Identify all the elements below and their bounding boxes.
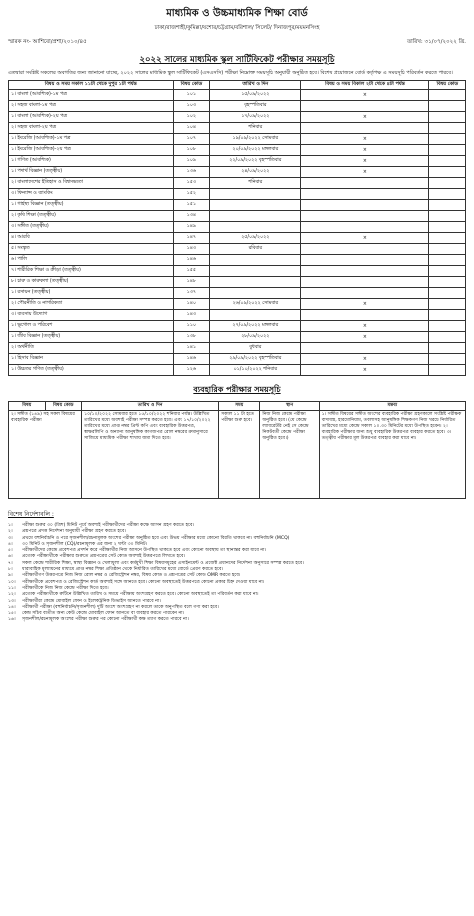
row-afternoon-code — [429, 123, 466, 134]
row-subject: ১। ভূগোল ও পরিবেশ — [9, 321, 174, 332]
note-text: সৃজনশীল/রচনামূলক অংশের পরীক্ষা শুরুর পর কোনো পরীক্ষার্থী কক্ষ ত্যাগ করতে পারবে না। — [22, 617, 189, 623]
note-number: ১০। — [8, 579, 16, 585]
row-afternoon-code — [429, 233, 466, 244]
table-row — [9, 365, 466, 376]
row-date: রবিবার — [210, 244, 301, 255]
row-afternoon-subject — [301, 277, 429, 288]
row-subject: ৬। পালি — [9, 255, 174, 266]
row-afternoon-code — [429, 200, 466, 211]
row-afternoon-code — [429, 145, 466, 156]
row-afternoon-subject — [301, 222, 429, 233]
row-subject: ১। উচ্চতর গণিত (তত্ত্বীয়) — [9, 365, 174, 376]
row-code: ১০৮ — [173, 145, 210, 156]
row-subject: ৩। সঙ্গীত (তত্ত্বীয়) — [9, 222, 174, 233]
note-number: ৫। — [8, 548, 13, 554]
row-afternoon-code — [429, 354, 466, 365]
notes-list — [8, 523, 466, 624]
note-number: ১৬। — [8, 617, 16, 623]
prac-remarks: ১। সঙ্গীত বিষয়ের সঙ্গীত অংশের ব্যবহারিক পরীক্ষা গ্রহণকালে সংশ্লিষ্ট পরীক্ষক বাদ্যযন্ত্র, হারমোনিয়াম, তবলাসহ আনুষঙ্গিক শিক্ষকগণ নিজ খরচে নির্ধারিত তারিখের মধ্যে কেন্দ্রে সকাল ১০.৩০ মিনিটের মধ্যে উপস্থিত হবেন। ২। ব্যবহারিক পরীক্ষার জন্য শুধু ব্যবহারিক উত্তরপত্র ব্যবহার করতে হবে। ৩। তত্ত্বীয় পরীক্ষার মূল উত্তরপত্র ব্যবহার করা যাবে না। — [319, 411, 465, 499]
row-afternoon-code — [429, 189, 466, 200]
note-number: ৪। — [8, 541, 13, 547]
row-afternoon-code — [429, 299, 466, 310]
row-afternoon-subject — [301, 255, 429, 266]
note-text: পরীক্ষার্থীকে নিজ নিজ কেন্দ্রে পরীক্ষা দিতে হবে। — [22, 585, 109, 591]
table-row — [9, 266, 466, 277]
row-code: ১৫২ — [173, 189, 210, 200]
row-afternoon-code — [429, 167, 466, 178]
row-afternoon-subject — [301, 343, 429, 354]
row-date: শনিবার — [210, 123, 301, 134]
row-afternoon-subject — [301, 310, 429, 321]
row-subject: ৮। চারু ও কারুকলা (তত্ত্বীয়) — [9, 277, 174, 288]
row-subject: ৩। ব্যবসায় উদ্যোগ — [9, 310, 174, 321]
row-date — [210, 211, 301, 222]
row-afternoon-subject — [301, 266, 429, 277]
row-code: ১৫৫ — [173, 266, 210, 277]
row-date: ২৯/০৯/২০২২ বৃহস্পতিবার — [210, 354, 301, 365]
row-afternoon-subject — [301, 288, 429, 299]
row-subject: ৫। সংস্কৃত — [9, 244, 174, 255]
row-subject: ৭। শারীরিক শিক্ষা ও ক্রীড়া (তত্ত্বীয়) — [9, 266, 174, 277]
note-number: ১৫। — [8, 611, 16, 617]
row-code: ১০২ — [173, 112, 210, 123]
note-text: প্রত্যেক পরীক্ষার্থীকে রুটিনে উল্লিখিত তারিখ ও সময়ে পরীক্ষায় অংশগ্রহণ করতে হবে। কোনো অবস্থাতেই তা পরিবর্তন করা যাবে না। — [22, 592, 259, 598]
note-number: ৩। — [8, 535, 13, 541]
row-date: ২৮/০৯/২০২২ — [210, 332, 301, 343]
row-afternoon-code — [429, 222, 466, 233]
row-date — [210, 288, 301, 299]
row-code: ১৪৮ — [173, 277, 210, 288]
col-subject: বিষয় ও সময় সকাল ১১টা থেকে দুপুর ১টা পর্যন্ত — [9, 81, 174, 90]
row-afternoon-subject: × — [301, 134, 429, 145]
row-afternoon-subject — [301, 244, 429, 255]
note-text: প্রথমে বহুনির্বাচনি ও পরে সৃজনশীল/রচনামূলক অংশের পরীক্ষা অনুষ্ঠিত হবে এবং উভয় পরীক্ষার মধ্যে কোনো বিরতি থাকবে না। বহুনির্বাচনি (MCQ) — [22, 535, 290, 541]
table-row — [9, 189, 466, 200]
row-date: ১৭/০৯/২০২২ — [210, 112, 301, 123]
notes-title: বিশেষ নির্দেশাবলি : — [8, 511, 54, 518]
row-date: ২৭/০৯/২০২২ মঙ্গলবার — [210, 321, 301, 332]
table-row — [9, 354, 466, 365]
col-subject-afternoon: বিষয় ও সময় বিকাল ২টা থেকে ৪টা পর্যন্ত — [301, 81, 429, 90]
note-text: পরীক্ষার্থী পরীক্ষা (বহুনির্বাচনি/সৃজনশীল) দুটি অংশে অংশগ্রহণ না করলে তাকে অনুপস্থিত বলে গণ্য করা হবে। — [22, 604, 219, 610]
row-subject: ৩। ফিন্যান্স ও ব্যাংকিং — [9, 189, 174, 200]
note-text: ধারাবাহিক মূল্যায়নের মাধ্যমে প্রাপ্ত নম্বর শিক্ষা প্রতিষ্ঠান থেকে নির্ধারিত তারিখের মধ্যে বোর্ডে প্রেরণ করতে হবে। — [22, 567, 224, 573]
row-afternoon-code — [429, 365, 466, 376]
note-number: ৬। — [8, 554, 13, 560]
note-number: ১২। — [8, 592, 16, 598]
note-number: ১৩। — [8, 598, 16, 604]
table-row — [9, 233, 466, 244]
row-date — [210, 255, 301, 266]
note-text: পরীক্ষা শুরুর ৩০ (ত্রিশ) মিনিট পূর্বে অবশ্যই পরীক্ষার্থীদের পরীক্ষা কক্ষে আসন গ্রহণ করতে হবে। — [22, 523, 195, 528]
prac-subject: ২। সঙ্গীত (১৪৯) সহ সকল বিষয়ের ব্যবহারিক পরীক্ষা — [9, 411, 82, 499]
row-date: ১৫/০৯/২০২২ — [210, 90, 301, 101]
row-subject: ১। পদার্থ বিজ্ঞান (তত্ত্বীয়) — [9, 167, 174, 178]
row-subject: ৪। আরবি — [9, 233, 174, 244]
row-date: শনিবার — [210, 178, 301, 189]
practical-header-row — [9, 402, 466, 411]
table-row — [9, 244, 466, 255]
row-afternoon-code — [429, 277, 466, 288]
row-subject: ২। বাংলাদেশের ইতিহাস ও বিশ্বসভ্যতা — [9, 178, 174, 189]
row-code: ১৩৭ — [173, 288, 210, 299]
row-afternoon-subject: × — [301, 233, 429, 244]
table-row — [9, 178, 466, 189]
row-code: ১০৯ — [173, 156, 210, 167]
row-subject: ২। অর্থনীতি — [9, 343, 174, 354]
note-number: ১৪। — [8, 604, 16, 610]
notice-date: তারিখ: ৩১/০৭/২০২২ খ্রি. — [406, 39, 466, 45]
row-afternoon-code — [429, 90, 466, 101]
row-date — [210, 266, 301, 277]
row-afternoon-subject — [301, 211, 429, 222]
prac-col-code: বিষয় কোড — [45, 402, 82, 411]
row-subject: ১। ইংরেজি (আবশ্যিক)-২য় পত্র — [9, 145, 174, 156]
row-subject: ১। বাংলা (আবশ্যিক)-১ম পত্র — [9, 90, 174, 101]
table-row — [9, 167, 466, 178]
note-text: পরীক্ষার্থীদের কেন্দ্রে প্রবেশপত্র প্রদর্শন করে পরীক্ষার্থীর নিজ আসনে উপস্থিত থাকতে হবে এবং কোনো অবস্থায় তা স্থানান্তর করা যাবে না। — [22, 548, 267, 554]
prac-col-subject: বিষয় — [9, 402, 46, 411]
table-row — [9, 112, 466, 123]
prac-col-place: স্থান — [260, 402, 319, 411]
table-row — [9, 299, 466, 310]
note-item — [8, 617, 466, 623]
row-afternoon-code — [429, 101, 466, 112]
row-afternoon-subject: × — [301, 90, 429, 101]
row-afternoon-code — [429, 332, 466, 343]
row-subject: ১। হিসাব বিজ্ঞান — [9, 354, 174, 365]
row-afternoon-subject: × — [301, 365, 429, 376]
memo-number: স্মারক নং- আশিবো/প্রশা/২০১০/৪৫ — [8, 39, 87, 45]
row-subject: ১। জীব বিজ্ঞান (তত্ত্বীয়) — [9, 332, 174, 343]
prac-place: নিজ নিজ কেন্দ্রে পরীক্ষা অনুষ্ঠিত হবে। (যে কেন্দ্রে ল্যাবরেটরি নেই সে কেন্দ্রে নিকটবর্তী কেন্দ্রে পরীক্ষা অনুষ্ঠিত হবে।) — [260, 411, 319, 499]
row-afternoon-code — [429, 321, 466, 332]
row-date: ২৪/০৯/২০২২ — [210, 167, 301, 178]
row-subject: ১। গণিত (আবশ্যিক) — [9, 156, 174, 167]
row-afternoon-code — [429, 211, 466, 222]
row-date: ২৫/০৯/২০২২ — [210, 233, 301, 244]
row-subject: ১। গার্হস্থ্য বিজ্ঞান (তত্ত্বীয়) — [9, 200, 174, 211]
row-date: ২০/০৯/২০২২ মঙ্গলবার — [210, 145, 301, 156]
row-date: ২৬/০৯/২০২২ সোমবার — [210, 299, 301, 310]
row-date: ১৯/০৯/২০২২ সোমবার — [210, 134, 301, 145]
row-code: ১১০ — [173, 321, 210, 332]
row-code: ১৫১ — [173, 200, 210, 211]
prac-date: ১০/১০/২০২২ সোমবার হতে ১৫/১০/২০২২ শনিবার পর্যন্ত। উল্লিখিত তারিখের মধ্যে অবশ্যই পরীক্ষা সম্পন্ন করতে হবে। এবং ১৭/১০/২০২২ তারিখের মধ্যে প্রাপ্ত নম্বর প্রিন্ট কপি এবং ব্যবহারিক উত্তরপত্র, স্বাক্ষরলিপি ও অন্যান্য আনুষঙ্গিক কাগজপত্র রোল নম্বরের ক্রমানুসারে সাজিয়ে মাধ্যমিক পরীক্ষা শাখায় জমা দিতে হবে। — [82, 411, 219, 499]
practical-table — [8, 401, 466, 499]
row-date: বৃহস্পতিবার — [210, 101, 301, 112]
note-number: ৭। — [8, 560, 13, 566]
row-date — [210, 310, 301, 321]
table-row — [9, 332, 466, 343]
table-row — [9, 222, 466, 233]
row-date: ২২/০৯/২০২২ বৃহস্পতিবার — [210, 156, 301, 167]
table-row — [9, 200, 466, 211]
row-code: ১৪৩ — [173, 310, 210, 321]
note-number: ১১। — [8, 585, 16, 591]
row-afternoon-subject — [301, 123, 429, 134]
row-afternoon-code — [429, 310, 466, 321]
table-row — [9, 321, 466, 332]
row-code: ১০৪ — [173, 123, 210, 134]
table-row — [9, 288, 466, 299]
note-text: ৩০ মিনিট ও সৃজনশীল (CQ)/রচনামূলক এর জন্য ২ ঘণ্টা ৩০ মিনিট। — [22, 541, 148, 547]
row-code: ১৪৯ — [173, 222, 210, 233]
row-date — [210, 222, 301, 233]
note-text: কেন্দ্র সচিব ব্যতীত অন্য কেউ কেন্দ্রে মোবাইল ফোন আনতে বা ব্যবহার করতে পারবেন না। — [22, 611, 185, 617]
note-number: ১। — [8, 523, 13, 528]
row-subject: ১। রসায়ন (তত্ত্বীয়) — [9, 288, 174, 299]
practical-row — [9, 411, 466, 499]
row-afternoon-subject: × — [301, 321, 429, 332]
row-afternoon-subject — [301, 178, 429, 189]
note-text: প্রত্যেক পরীক্ষার্থীকে পরীক্ষার শুরুতে প্রশ্নপত্রের সেট কোড অবশ্যই উত্তরপত্রে লিখতে হবে। — [22, 554, 186, 560]
row-afternoon-code — [429, 266, 466, 277]
row-code: ১৪৩ — [173, 244, 210, 255]
col-code-afternoon: বিষয় কোড — [429, 81, 466, 90]
intro-text: এতদ্বারা সংশ্লিষ্ট সকলের অবগতির জন্য জানানো যাচ্ছে, ২০২২ সালের মাধ্যমিক স্কুল সার্টিফিকেট (এসএসসি) পরীক্ষা নিম্নোক্ত সময়সূচি অনুযায়ী অনুষ্ঠিত হবে। বিশেষ প্রয়োজনে বোর্ড কর্তৃপক্ষ এ সময়সূচি পরিবর্তন করতে পারবে। — [8, 70, 453, 76]
note-text: সকল কেন্দ্রে শারীরিক শিক্ষা, স্বাস্থ্য বিজ্ঞান ও খেলাধুলা এবং কর্মমুখী শিক্ষা বিষয়সমূহের এসাইনমেন্ট ও প্রজেক্ট প্রধানদের নির্দেশনা অনুসারে সম্পন্ন করতে হবে। — [22, 560, 304, 566]
row-date — [210, 277, 301, 288]
prac-col-date: তারিখ ও দিন — [82, 402, 219, 411]
prac-col-time: সময় — [219, 402, 260, 411]
table-row — [9, 211, 466, 222]
board-name: মাধ্যমিক ও উচ্চমাধ্যমিক শিক্ষা বোর্ড — [166, 8, 308, 19]
row-afternoon-subject — [301, 200, 429, 211]
schedule-body — [9, 90, 466, 376]
row-afternoon-subject: × — [301, 354, 429, 365]
row-afternoon-subject: × — [301, 332, 429, 343]
prac-time: সকাল ১১ টা হতে পরীক্ষা শুরু হবে। — [219, 411, 260, 499]
row-code: ১৪০ — [173, 299, 210, 310]
table-row — [9, 255, 466, 266]
row-subject: ১। ইংরেজি (আবশ্যিক)-১ম পত্র — [9, 134, 174, 145]
practical-title: ব্যবহারিক পরীক্ষার সময়সূচি — [193, 385, 281, 394]
row-afternoon-code — [429, 112, 466, 123]
row-subject: ২। সহজ বাংলা-২য় পত্র — [9, 123, 174, 134]
exam-schedule-table — [8, 80, 466, 376]
col-code: বিষয় কোড — [173, 81, 210, 90]
row-afternoon-code — [429, 178, 466, 189]
row-code: ১৩৪ — [173, 211, 210, 222]
row-date: ০১/১০/২০২২ শনিবার — [210, 365, 301, 376]
row-code: ১০৭ — [173, 134, 210, 145]
row-afternoon-code — [429, 343, 466, 354]
table-row — [9, 156, 466, 167]
row-afternoon-subject: × — [301, 145, 429, 156]
table-row — [9, 145, 466, 156]
row-afternoon-code — [429, 255, 466, 266]
row-afternoon-code — [429, 244, 466, 255]
note-number: ৯। — [8, 573, 13, 579]
row-date: বুধবার — [210, 343, 301, 354]
row-afternoon-subject: × — [301, 299, 429, 310]
row-subject: ২। পৌরনীতি ও নাগরিকতা — [9, 299, 174, 310]
page-title: ২০২২ সালের মাধ্যমিক স্কুল সার্টিফিকেট পরীক্ষার সময়সূচি — [139, 55, 335, 65]
table-row — [9, 277, 466, 288]
note-number: ৮। — [8, 567, 13, 573]
table-row — [9, 343, 466, 354]
table-row — [9, 101, 466, 112]
col-date: তারিখ ও দিন — [210, 81, 301, 90]
note-text: পরীক্ষার্থীগণ উত্তরপত্রে নিজ নিজ রোল নম্বর ও রেজিস্ট্রেশন নম্বর, বিষয় কোড ও প্রশ্নপত্রের সেট কোড OMR করতে হবে। — [22, 573, 241, 579]
row-date — [210, 200, 301, 211]
row-code: ১৫৩ — [173, 178, 210, 189]
row-afternoon-subject — [301, 101, 429, 112]
note-number: ২। — [8, 529, 13, 535]
row-code: ১৩৮ — [173, 332, 210, 343]
table-header-row — [9, 81, 466, 90]
row-afternoon-code — [429, 134, 466, 145]
row-code: ১৪৭ — [173, 233, 210, 244]
table-row — [9, 90, 466, 101]
board-cities: ঢাকা/রাজশাহী/কুমিল্লা/যশোর/চট্টগ্রাম/বরিশাল/ সিলেট/ দিনাজপুর/ময়মনসিংহ — [154, 25, 320, 31]
row-code: ১৪১ — [173, 343, 210, 354]
row-afternoon-subject: × — [301, 156, 429, 167]
row-afternoon-subject — [301, 189, 429, 200]
table-row — [9, 134, 466, 145]
prac-col-remarks: মন্তব্য — [319, 402, 465, 411]
row-afternoon-subject: × — [301, 112, 429, 123]
row-date — [210, 189, 301, 200]
reference-row — [8, 39, 466, 47]
row-subject: ২। সহজ বাংলা-১ম পত্র — [9, 101, 174, 112]
row-code: ১৪৬ — [173, 354, 210, 365]
row-afternoon-code — [429, 288, 466, 299]
row-subject: ১। বাংলা (আবশ্যিক)-২য় পত্র — [9, 112, 174, 123]
row-afternoon-code — [429, 156, 466, 167]
note-text: প্রশ্নপত্রে প্রদত্ত নির্দেশনা অনুযায়ী পরীক্ষা গ্রহণ করতে হবে। — [22, 529, 126, 535]
note-text: পরীক্ষার্থীকে প্রবেশপত্র ও রেজিস্ট্রেশন কার্ড অবশ্যই সঙ্গে আনতে হবে। কোনো অবস্থাতেই উত্তরপত্রে কোনো প্রকার চিহ্ন দেওয়া যাবে না। — [22, 579, 265, 585]
table-row — [9, 310, 466, 321]
row-subject: ২। কৃষি শিক্ষা (তত্ত্বীয়) — [9, 211, 174, 222]
row-afternoon-subject: × — [301, 167, 429, 178]
note-text: পরীক্ষার্থীরা কেন্দ্রে মোবাইল ফোন ও ইলেকট্রনিক ডিভাইস আনতে পারবে না। — [22, 598, 161, 604]
row-code: ১৪৬ — [173, 255, 210, 266]
table-row — [9, 123, 466, 134]
row-code: ১২৬ — [173, 365, 210, 376]
row-code: ১৩৬ — [173, 167, 210, 178]
row-code: ১০১ — [173, 90, 210, 101]
row-code: ১০৩ — [173, 101, 210, 112]
